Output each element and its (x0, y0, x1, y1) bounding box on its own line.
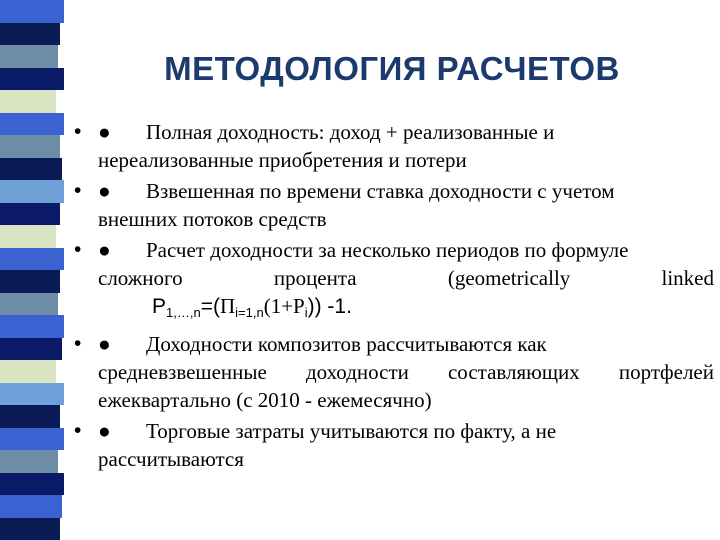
item-line: рассчитываются (98, 447, 244, 471)
stripe-segment (0, 135, 60, 158)
stripe-segment (0, 203, 60, 226)
list-item (74, 330, 714, 414)
item-line (98, 236, 714, 264)
formula-eq: =( (200, 295, 220, 318)
bullet-icon: • (74, 120, 82, 143)
stripe-segment (0, 270, 60, 293)
stripe-segment (0, 0, 64, 23)
item-text: Торговые затраты учитываются по факту, а не (146, 419, 557, 443)
item-text: Взвешенная по времени ставка доходности с учетом (146, 179, 615, 203)
stripe-segment (0, 360, 56, 383)
item-line: ежеквартально (с 2010 - ежемесячно) (98, 388, 432, 412)
stripe-segment (0, 518, 60, 540)
formula-close: )) -1. (307, 295, 352, 318)
stripe-segment (0, 473, 64, 496)
stripe-segment (0, 495, 62, 518)
formula-inner-sub: i (304, 305, 308, 320)
formula-pi-sub: i=1,n (235, 305, 264, 320)
formula-p-sub: 1,…,n (166, 305, 201, 320)
stripe-segment (0, 68, 64, 91)
item-line (98, 417, 714, 445)
list-item (74, 236, 714, 327)
list-item (74, 417, 714, 473)
formula-pi: Π (219, 294, 236, 318)
bullet-icon: • (74, 419, 82, 442)
stripe-segment (0, 113, 64, 136)
item-line: сложного процента (geometrically linked (98, 266, 714, 290)
item-text: Полная доходность: доход + реализованные и (146, 120, 555, 144)
item-line (98, 118, 714, 146)
formula-p: P (152, 295, 167, 318)
list-item (74, 118, 714, 174)
item-text: Расчет доходности за несколько периодов по формуле (146, 238, 629, 262)
formula (98, 292, 714, 327)
stripe-segment (0, 428, 64, 451)
dot-icon: ● (98, 238, 111, 262)
stripe-segment (0, 180, 64, 203)
stripe-segment (0, 90, 56, 113)
bullet-icon: • (74, 332, 82, 355)
stripe-segment (0, 315, 64, 338)
dot-icon: ● (98, 419, 111, 443)
stripe-segment (0, 405, 60, 428)
dot-icon: ● (98, 332, 111, 356)
item-line (98, 177, 714, 205)
item-line: нереализованные приобретения и потери (98, 148, 467, 172)
item-text: Доходности композитов рассчитываются как (146, 332, 547, 356)
stripe-segment (0, 225, 56, 248)
stripe-segment (0, 450, 58, 473)
stripe-segment (0, 158, 62, 181)
list-item (74, 177, 714, 233)
stripe-segment (0, 45, 58, 68)
dot-icon: ● (98, 120, 111, 144)
bullet-icon: • (74, 179, 82, 202)
bullet-icon: • (74, 238, 82, 261)
item-line: внешних потоков средств (98, 207, 327, 231)
item-line: средневзвешенные доходности составляющих портфелей (98, 360, 714, 384)
formula-inner: (1+P (263, 294, 305, 318)
stripe-segment (0, 383, 64, 406)
stripe-segment (0, 23, 60, 46)
dot-icon: ● (98, 179, 111, 203)
bullet-list (74, 118, 714, 476)
stripe-segment (0, 293, 58, 316)
item-line (98, 330, 714, 358)
decorative-stripe (0, 0, 64, 540)
stripe-segment (0, 248, 64, 271)
stripe-segment (0, 338, 62, 361)
slide-title: МЕТОДОЛОГИЯ РАСЧЕТОВ (164, 50, 620, 87)
